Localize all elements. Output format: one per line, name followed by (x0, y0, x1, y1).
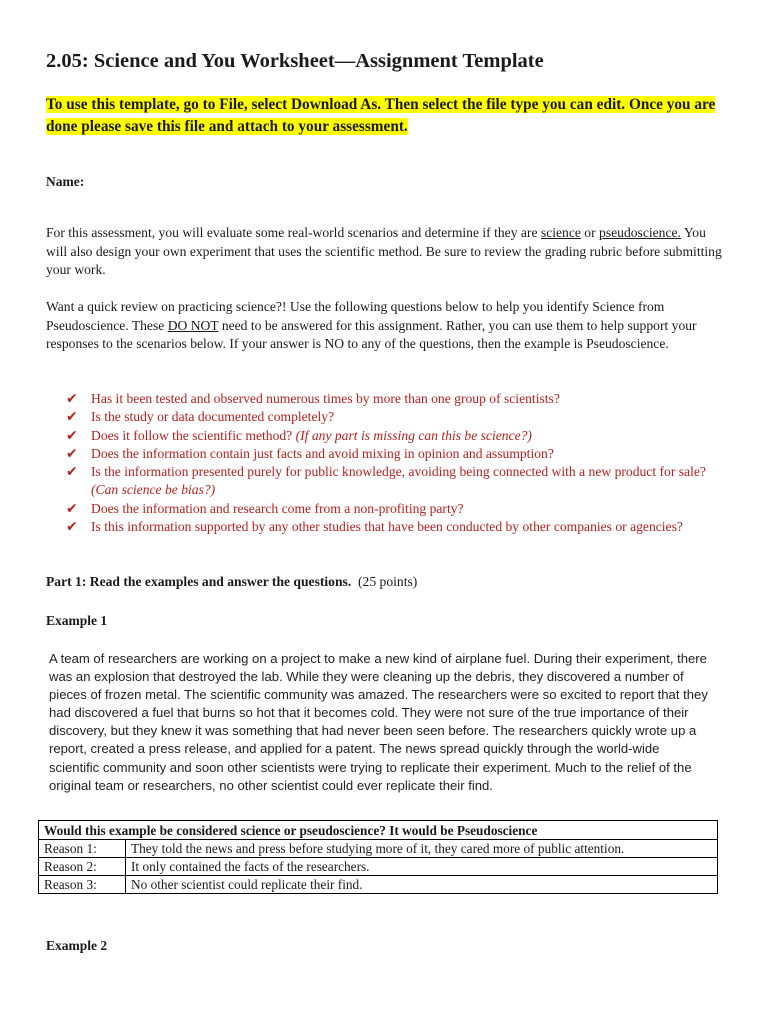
science-checklist (66, 390, 726, 536)
checklist-item (66, 500, 726, 518)
example2-heading: Example 2 (46, 938, 108, 953)
reason-label: Reason 3: (39, 876, 126, 894)
example1-heading: Example 1 (46, 613, 108, 628)
name-label: Name: (46, 174, 85, 189)
part1-points: (25 points) (358, 574, 418, 589)
part1-title: Part 1: Read the examples and answer the questions. (46, 574, 352, 589)
part1-heading (46, 574, 417, 590)
reason-answer-field[interactable]: It only contained the facts of the researchers. (126, 858, 718, 876)
checklist-note: (If any part is missing can this be science?) (295, 427, 532, 443)
table-row (39, 876, 718, 894)
pseudoscience-term: pseudoscience. (599, 225, 681, 240)
table-row (39, 840, 718, 858)
review-paragraph (46, 298, 726, 354)
checkmark-icon: ✔ (66, 409, 78, 426)
highlighted-instructions: To use this template, go to File, select Download As. Then select the file type you can edit. Once you are done please save this file and attach to your assessment. (46, 96, 716, 135)
answer-question: Would this example be considered science or pseudoscience? It would be Pseudoscience (39, 821, 718, 840)
checkmark-icon: ✔ (66, 464, 78, 481)
checklist-text: Has it been tested and observed numerous times by more than one group of scientists? (91, 391, 560, 406)
checklist-text: Is the information presented purely for public knowledge, avoiding being connected with a new product for sale? (91, 464, 706, 480)
example1-answer-table (38, 820, 718, 894)
checklist-note: (Can science be bias?) (91, 482, 216, 498)
checkmark-icon: ✔ (66, 519, 78, 536)
page-title: 2.05: Science and You Worksheet—Assignment Template (46, 50, 544, 72)
checklist-item (66, 390, 726, 408)
answer-question-row (39, 821, 718, 840)
review-text: need to be answered for this assignment. Rather, you can use them to help support your responses to the scenarios below. If your answer is NO to any of the questions, then the example is Pseudoscience. (46, 317, 697, 351)
intro-paragraph (46, 224, 726, 280)
intro-text: You will also design your own experiment that uses the scientific method. Be sure to review the grading rubric before submitting your work. (46, 225, 722, 277)
checklist-text: Does the information and research come from a non-profiting party? (91, 500, 464, 516)
reason-label: Reason 2: (39, 858, 126, 876)
checklist-item (66, 518, 726, 536)
checkmark-icon: ✔ (66, 391, 78, 407)
reason-answer-field[interactable]: No other scientist could replicate their find. (126, 876, 718, 894)
checklist-item (66, 463, 726, 500)
checkmark-icon: ✔ (66, 500, 78, 517)
checklist-item (66, 445, 726, 463)
reason-label: Reason 1: (39, 840, 126, 858)
checklist-text: Does the information contain just facts and avoid mixing in opinion and assumption? (91, 445, 554, 461)
checkmark-icon: ✔ (66, 445, 78, 462)
do-not-emphasis: DO NOT (167, 317, 219, 333)
table-row (39, 858, 718, 876)
intro-text: For this assessment, you will evaluate some real-world scenarios and determine if they are (46, 225, 541, 240)
science-term: science (540, 225, 581, 240)
checklist-item (66, 427, 726, 445)
checklist-text: Is this information supported by any other studies that have been conducted by other companies or agencies? (91, 519, 683, 535)
template-instructions (46, 94, 736, 138)
checklist-text: Is the study or data documented completely? (91, 409, 335, 425)
checklist-text: Does it follow the scientific method? (91, 427, 296, 443)
checklist-item (66, 408, 726, 426)
checkmark-icon: ✔ (66, 427, 78, 444)
reason-answer-field[interactable]: They told the news and press before studying more of it, they cared more of public attention. (126, 840, 718, 858)
intro-text: or (580, 225, 600, 240)
example1-scenario: A team of researchers are working on a project to make a new kind of airplane fuel. During their experiment, there was an explosion that destroyed the lab. While they were cleaning up the debris, they discovered a number of pieces of frozen metal. The scientific community was amazed. The researchers were so excited to report that they had discovered a fuel that burns so hot that it becomes cold. They were not sure of the true importance of their discovery, but they knew it was something that had never been seen before. The researchers quickly wrote up a report, created a press release, and applied for a patent. The news spread quickly through the world-wide scientific community and soon other scientists were trying to replicate their experiment. Much to the relief of the original team or researchers, no other scientist could ever replicate their find. (49, 651, 708, 793)
review-text: Want a quick review on practicing science?! Use the following questions below to help you identify Science from Pseudoscience. These (46, 299, 665, 333)
